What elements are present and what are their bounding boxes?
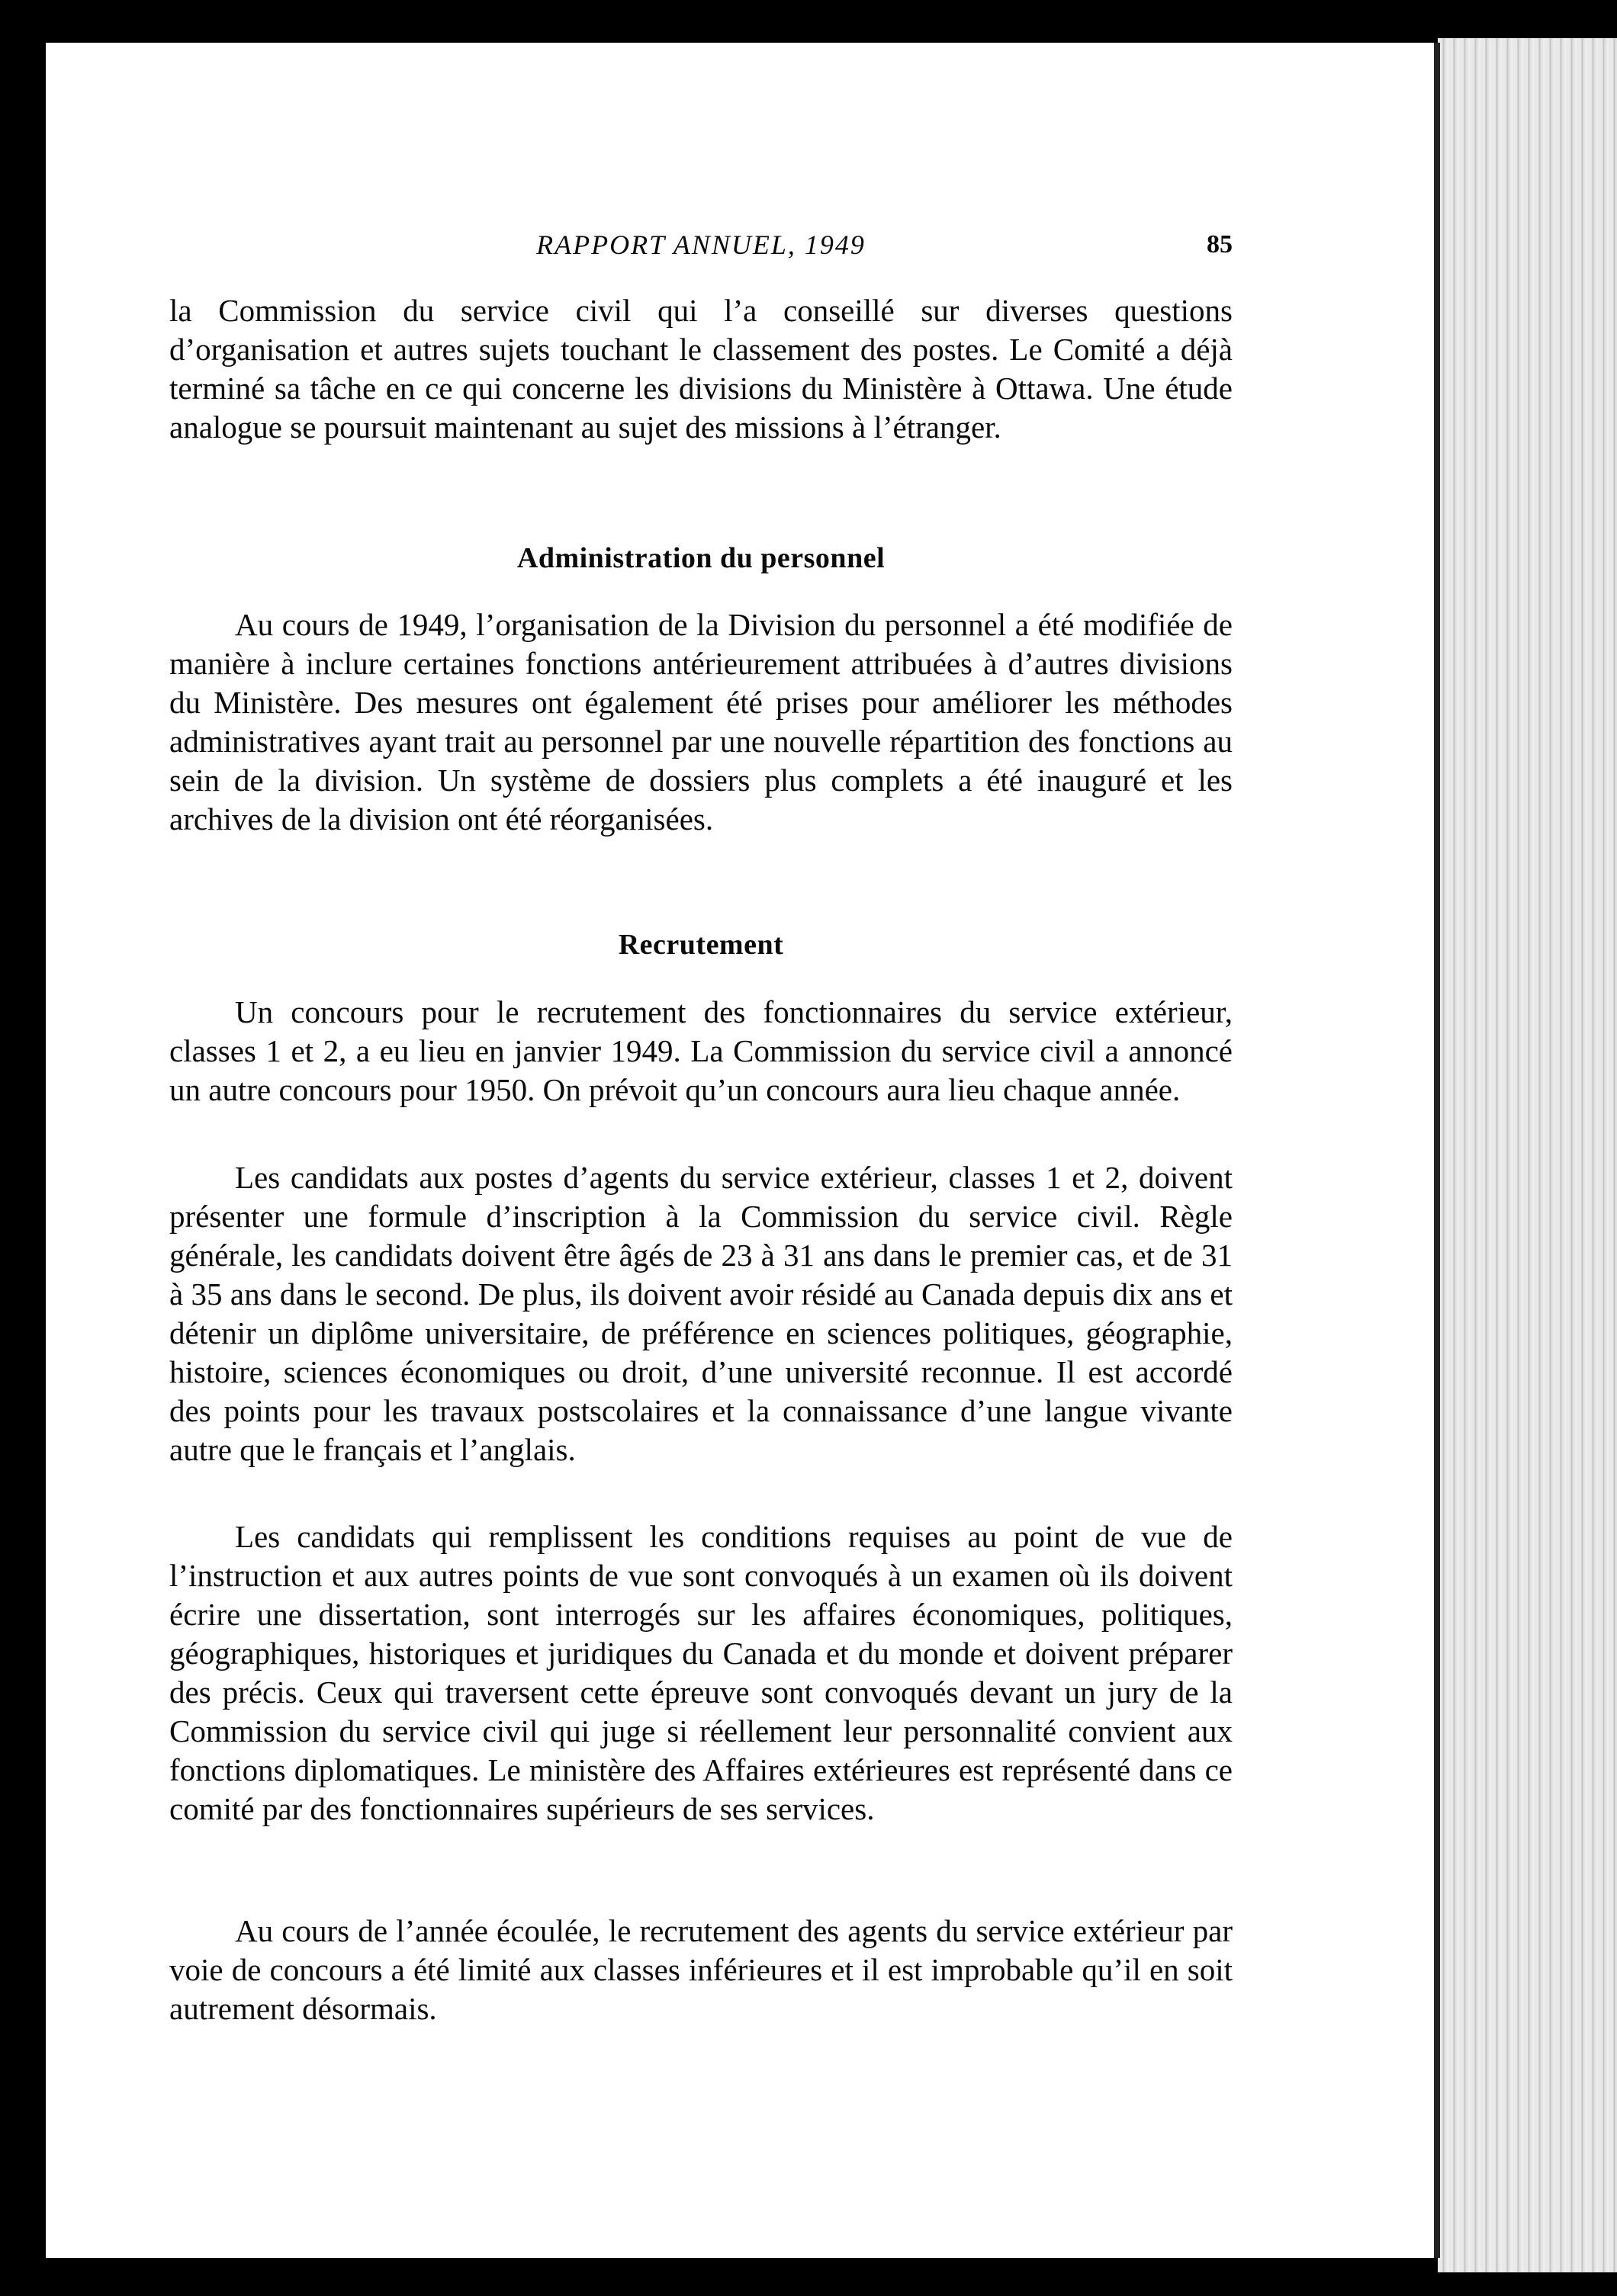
paragraph-continued: la Commission du service civil qui l’a conseillé sur diverses questions d’organisation et autres sujets touchant le classement des postes. Le Comité a déjà terminé sa tâche en ce qui concerne les divisions du Ministère à Ottawa. Une étude analogue se poursuit maintenant au sujet des missions à l’étranger.: [169, 293, 1233, 445]
page-edge-shadow: [1434, 43, 1440, 2258]
section-heading-administration: Administration du personnel: [516, 542, 886, 574]
paragraph-recrutement-4: Au cours de l’année écoulée, le recrutement des agents du service extérieur par voie de concours a été limité aux classes inférieures et il est improbable qu’il en soit autrement désormais.: [169, 1913, 1233, 2026]
running-header: [169, 229, 1233, 275]
paragraph-recrutement-1: Un concours pour le recrutement des fonctionnaires du service extérieur, classes 1 et 2, a eu lieu en janvier 1949. La Commission du service civil a annoncé un autre concours pour 1950. On prévoit qu’un concours aura lieu chaque année.: [169, 994, 1233, 1107]
running-title: RAPPORT ANNUEL, 1949: [536, 230, 866, 260]
page-stack-edge: [1438, 38, 1617, 2272]
paragraph-recrutement-3: Les candidats qui remplissent les conditions requises au point de vue de l’instruction et aux autres points de vue sont convoqués à un examen où ils doivent écrire une dissertation, sont interrogés sur les affaires économiques, politiques, géographiques, historiques et juridiques du Canada et du monde et doivent préparer des précis. Ceux qui traversent cette épreuve sont convoqués devant un jury de la Commission du service civil qui juge si réellement leur personnalité convient aux fonctions diplomatiques. Le ministère des Affaires extérieures est représenté dans ce comité par des fonctionnaires supérieurs de ses services.: [169, 1519, 1233, 1826]
paragraph-administration: Au cours de 1949, l’organisation de la Division du personnel a été modifiée de manière à inclure certaines fonctions antérieurement attribuées à d’autres divisions du Ministère. Des mesures ont également été prises pour améliorer les méthodes administratives ayant trait au personnel par une nouvelle répartition des fonctions au sein de la division. Un système de dossiers plus complets a été inauguré et les archives de la division ont été réorganisées.: [169, 607, 1233, 837]
page-number: 85: [1207, 230, 1233, 259]
paragraph-recrutement-2: Les candidats aux postes d’agents du service extérieur, classes 1 et 2, doivent présenter une formule d’inscription à la Commission du service civil. Règle générale, les candidats doivent être âgés de 23 à 31 ans dans le premier cas, et de 31 à 35 ans dans le second. De plus, ils doivent avoir résidé au Canada depuis dix ans et détenir un diplôme universitaire, de préférence en sciences politiques, géographie, histoire, sciences économiques ou droit, d’une université reconnue. Il est accordé des points pour les travaux postscolaires et la connaissance d’une langue vivante autre que le français et l’anglais.: [169, 1160, 1233, 1467]
section-heading-recrutement: Recrutement: [618, 929, 784, 961]
scan-top-border: [0, 0, 1617, 43]
